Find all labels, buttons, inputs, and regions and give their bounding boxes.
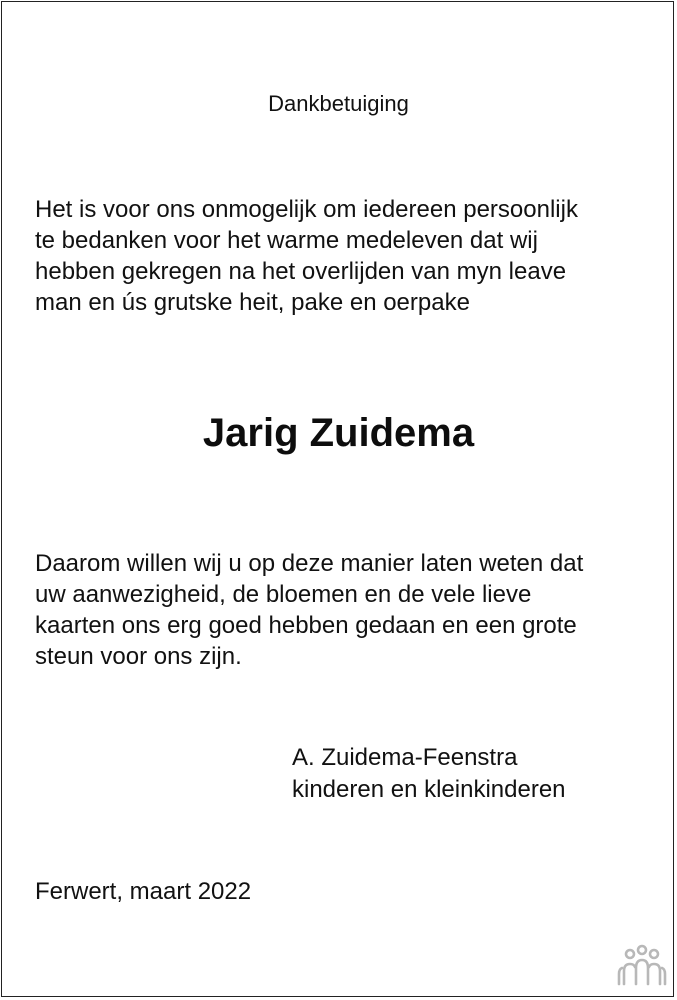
closing-line: steun voor ons zijn. [35,643,242,670]
intro-line: hebben gekregen na het overlijden van myn leave [35,258,567,285]
notice-heading: Dankbetuiging [268,91,409,116]
intro-line: Het is voor ons onmogelijk om iedereen persoonlijk [35,196,578,223]
intro-line: te bedanken voor het warme medeleven dat wij [35,227,538,254]
closing-paragraph [35,548,645,672]
closing-line: Daarom willen wij u op deze manier laten weten dat [35,550,584,577]
place-date: Ferwert, maart 2022 [35,878,252,905]
closing-line: kaarten ons erg goed hebben gedaan en een grote [35,612,577,639]
closing-line: uw aanwezigheid, de bloemen en de vele lieve [35,581,532,608]
intro-line: man en ús grutske heit, pake en oerpake [35,289,470,316]
notice-frame [1,1,674,997]
intro-paragraph [35,194,645,318]
signature-family: kinderen en kleinkinderen [292,776,566,803]
family-people-icon [617,944,667,986]
signature-name: A. Zuidema-Feenstra [292,744,518,771]
signature-block [292,742,566,806]
deceased-name: Jarig Zuidema [202,411,475,455]
